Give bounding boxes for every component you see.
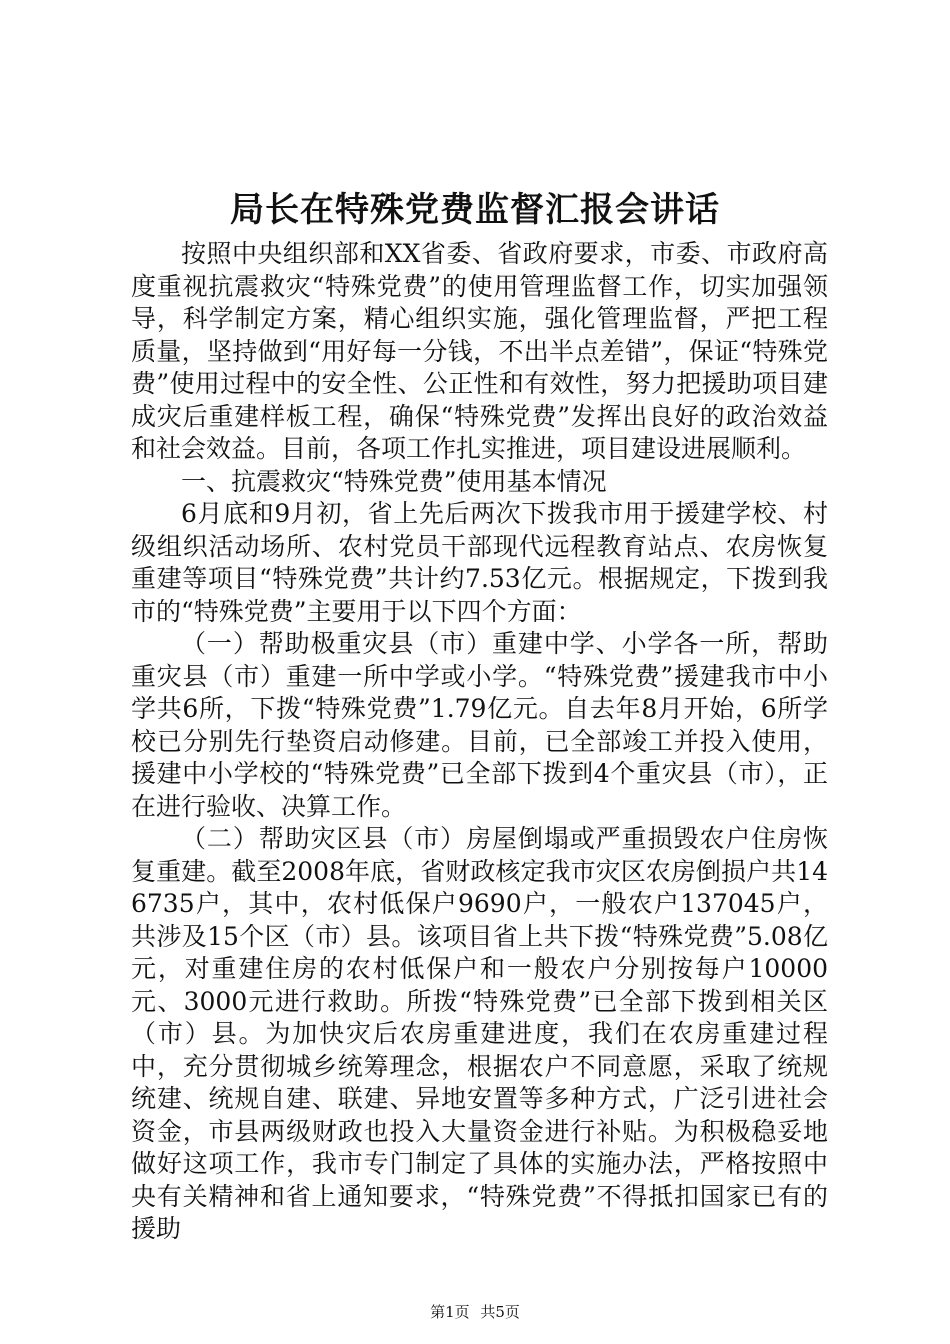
paragraph-item-housing: （二）帮助灾区县（市）房屋倒塌或严重损毁农户住房恢复重建。截至2008年底，省财政核定我市灾区农房倒损户共146735户，其中，农村低保户9690户，一般农户137045户，共涉及15个区（市）县。该项目省上共下拨“特殊党费”5.08亿元，对重建住房的农村低保户和一般农户分别按每户10000元、3000元进行救助。所拨“特殊党费”已全部下拨到相关区（市）县。为加快灾后农房重建进度，我们在农房重建过程中，充分贯彻城乡统筹理念，根据农户不同意愿，采取了统规统建、统规自建、联建、异地安置等多种方式，广泛引进社会资金，市县两级财政也投入大量资金进行补贴。为积极稳妥地做好这项工作，我市专门制定了具体的实施办法，严格按照中央有关精神和省上通知要求，“特殊党费”不得抵扣国家已有的援助 (131, 824, 828, 1243)
document-body (131, 238, 828, 1246)
page-number: 第1页 (430, 1303, 470, 1321)
page-total: 共5页 (480, 1303, 520, 1321)
paragraph-item-schools: （一）帮助极重灾县（市）重建中学、小学各一所，帮助重灾县（市）重建一所中学或小学。“特殊党费”援建我市中小学共6所，下拨“特殊党费”1.79亿元。自去年8月开始，6所学校已分别先行垫资启动修建。目前，已全部竣工并投入使用，援建中小学校的“特殊党费”已全部下拨到4个重灾县（市），正在进行验收、决算工作。 (131, 629, 828, 821)
section-heading-1: 一、抗震救灾“特殊党费”使用基本情况 (181, 466, 607, 496)
page-footer (0, 1302, 950, 1322)
document-title: 局长在特殊党费监督汇报会讲话 (230, 190, 720, 230)
paragraph-intro: 按照中央组织部和XX省委、省政府要求，市委、市政府高度重视抗震救灾“特殊党费”的使用管理监督工作，切实加强领导，科学制定方案，精心组织实施，强化管理监督，严把工程质量，坚持做到“用好每一分钱，不出半点差错”，保证“特殊党费”使用过程中的安全性、公正性和有效性，努力把援助项目建成灾后重建样板工程，确保“特殊党费”发挥出良好的政治效益和社会效益。目前，各项工作扎实推进，项目建设进展顺利。 (131, 239, 828, 463)
paragraph-funding-overview: 6月底和9月初，省上先后两次下拨我市用于援建学校、村级组织活动场所、农村党员干部现代远程教育站点、农房恢复重建等项目“特殊党费”共计约7.53亿元。根据规定，下拨到我市的“特殊党费”主要用于以下四个方面： (131, 499, 828, 626)
